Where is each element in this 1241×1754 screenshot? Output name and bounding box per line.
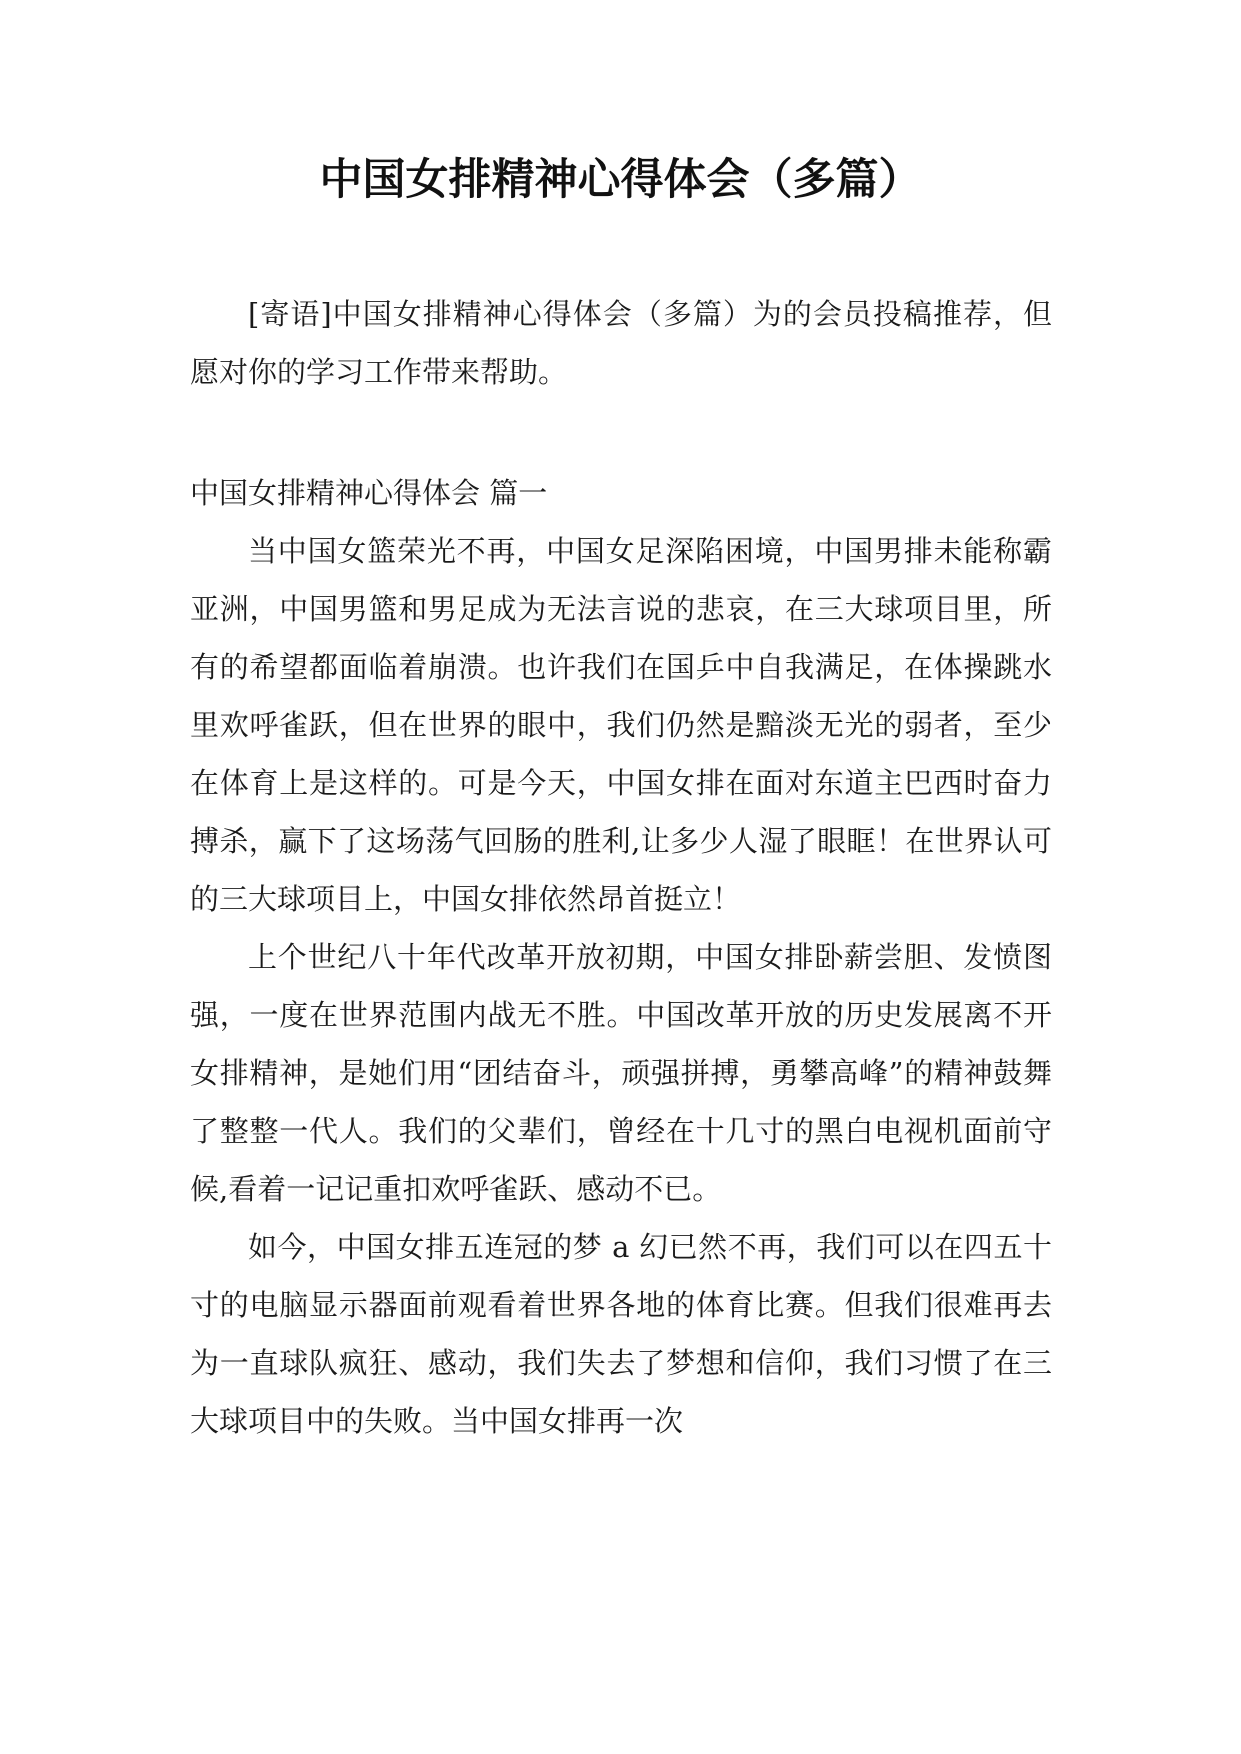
paragraph-1: 当中国女篮荣光不再，中国女足深陷困境，中国男排未能称霸亚洲，中国男篮和男足成为无法言说的悲哀，在三大球项目里，所有的希望都面临着崩溃。也许我们在国乒中自我满足，在体操跳水里欢呼雀跃，但在世界的眼中，我们仍然是黯淡无光的弱者，至少在体育上是这样的。可是今天，中国女排在面对东道主巴西时奋力搏杀，赢下了这场荡气回肠的胜利,让多少人湿了眼眶！在世界认可的三大球项目上，中国女排依然昂首挺立！ bbox=[190, 534, 1052, 916]
document-title: 中国女排精神心得体会（多篇） bbox=[319, 155, 922, 205]
intro-block bbox=[190, 285, 1052, 401]
paragraph-3: 如今，中国女排五连冠的梦 a 幻已然不再，我们可以在四五十寸的电脑显示器面前观看着世界各地的体育比赛。但我们很难再去为一直球队疯狂、感动，我们失去了梦想和信仰，我们习惯了在三大球项目中的失败。当中国女排再一次 bbox=[190, 1230, 1052, 1438]
section-heading: 中国女排精神心得体会 篇一 bbox=[190, 476, 548, 510]
intro-paragraph: [寄语]中国女排精神心得体会（多篇）为的会员投稿推荐，但愿对你的学习工作带来帮助。 bbox=[190, 297, 1052, 389]
paragraph-2: 上个世纪八十年代改革开放初期，中国女排卧薪尝胆、发愤图强，一度在世界范围内战无不胜。中国改革开放的历史发展离不开女排精神，是她们用“团结奋斗，顽强拼搏，勇攀高峰”的精神鼓舞了整整一代人。我们的父辈们，曾经在十几寸的黑白电视机面前守候,看着一记记重扣欢呼雀跃、感动不已。 bbox=[190, 940, 1052, 1206]
section-one bbox=[190, 464, 1052, 1450]
